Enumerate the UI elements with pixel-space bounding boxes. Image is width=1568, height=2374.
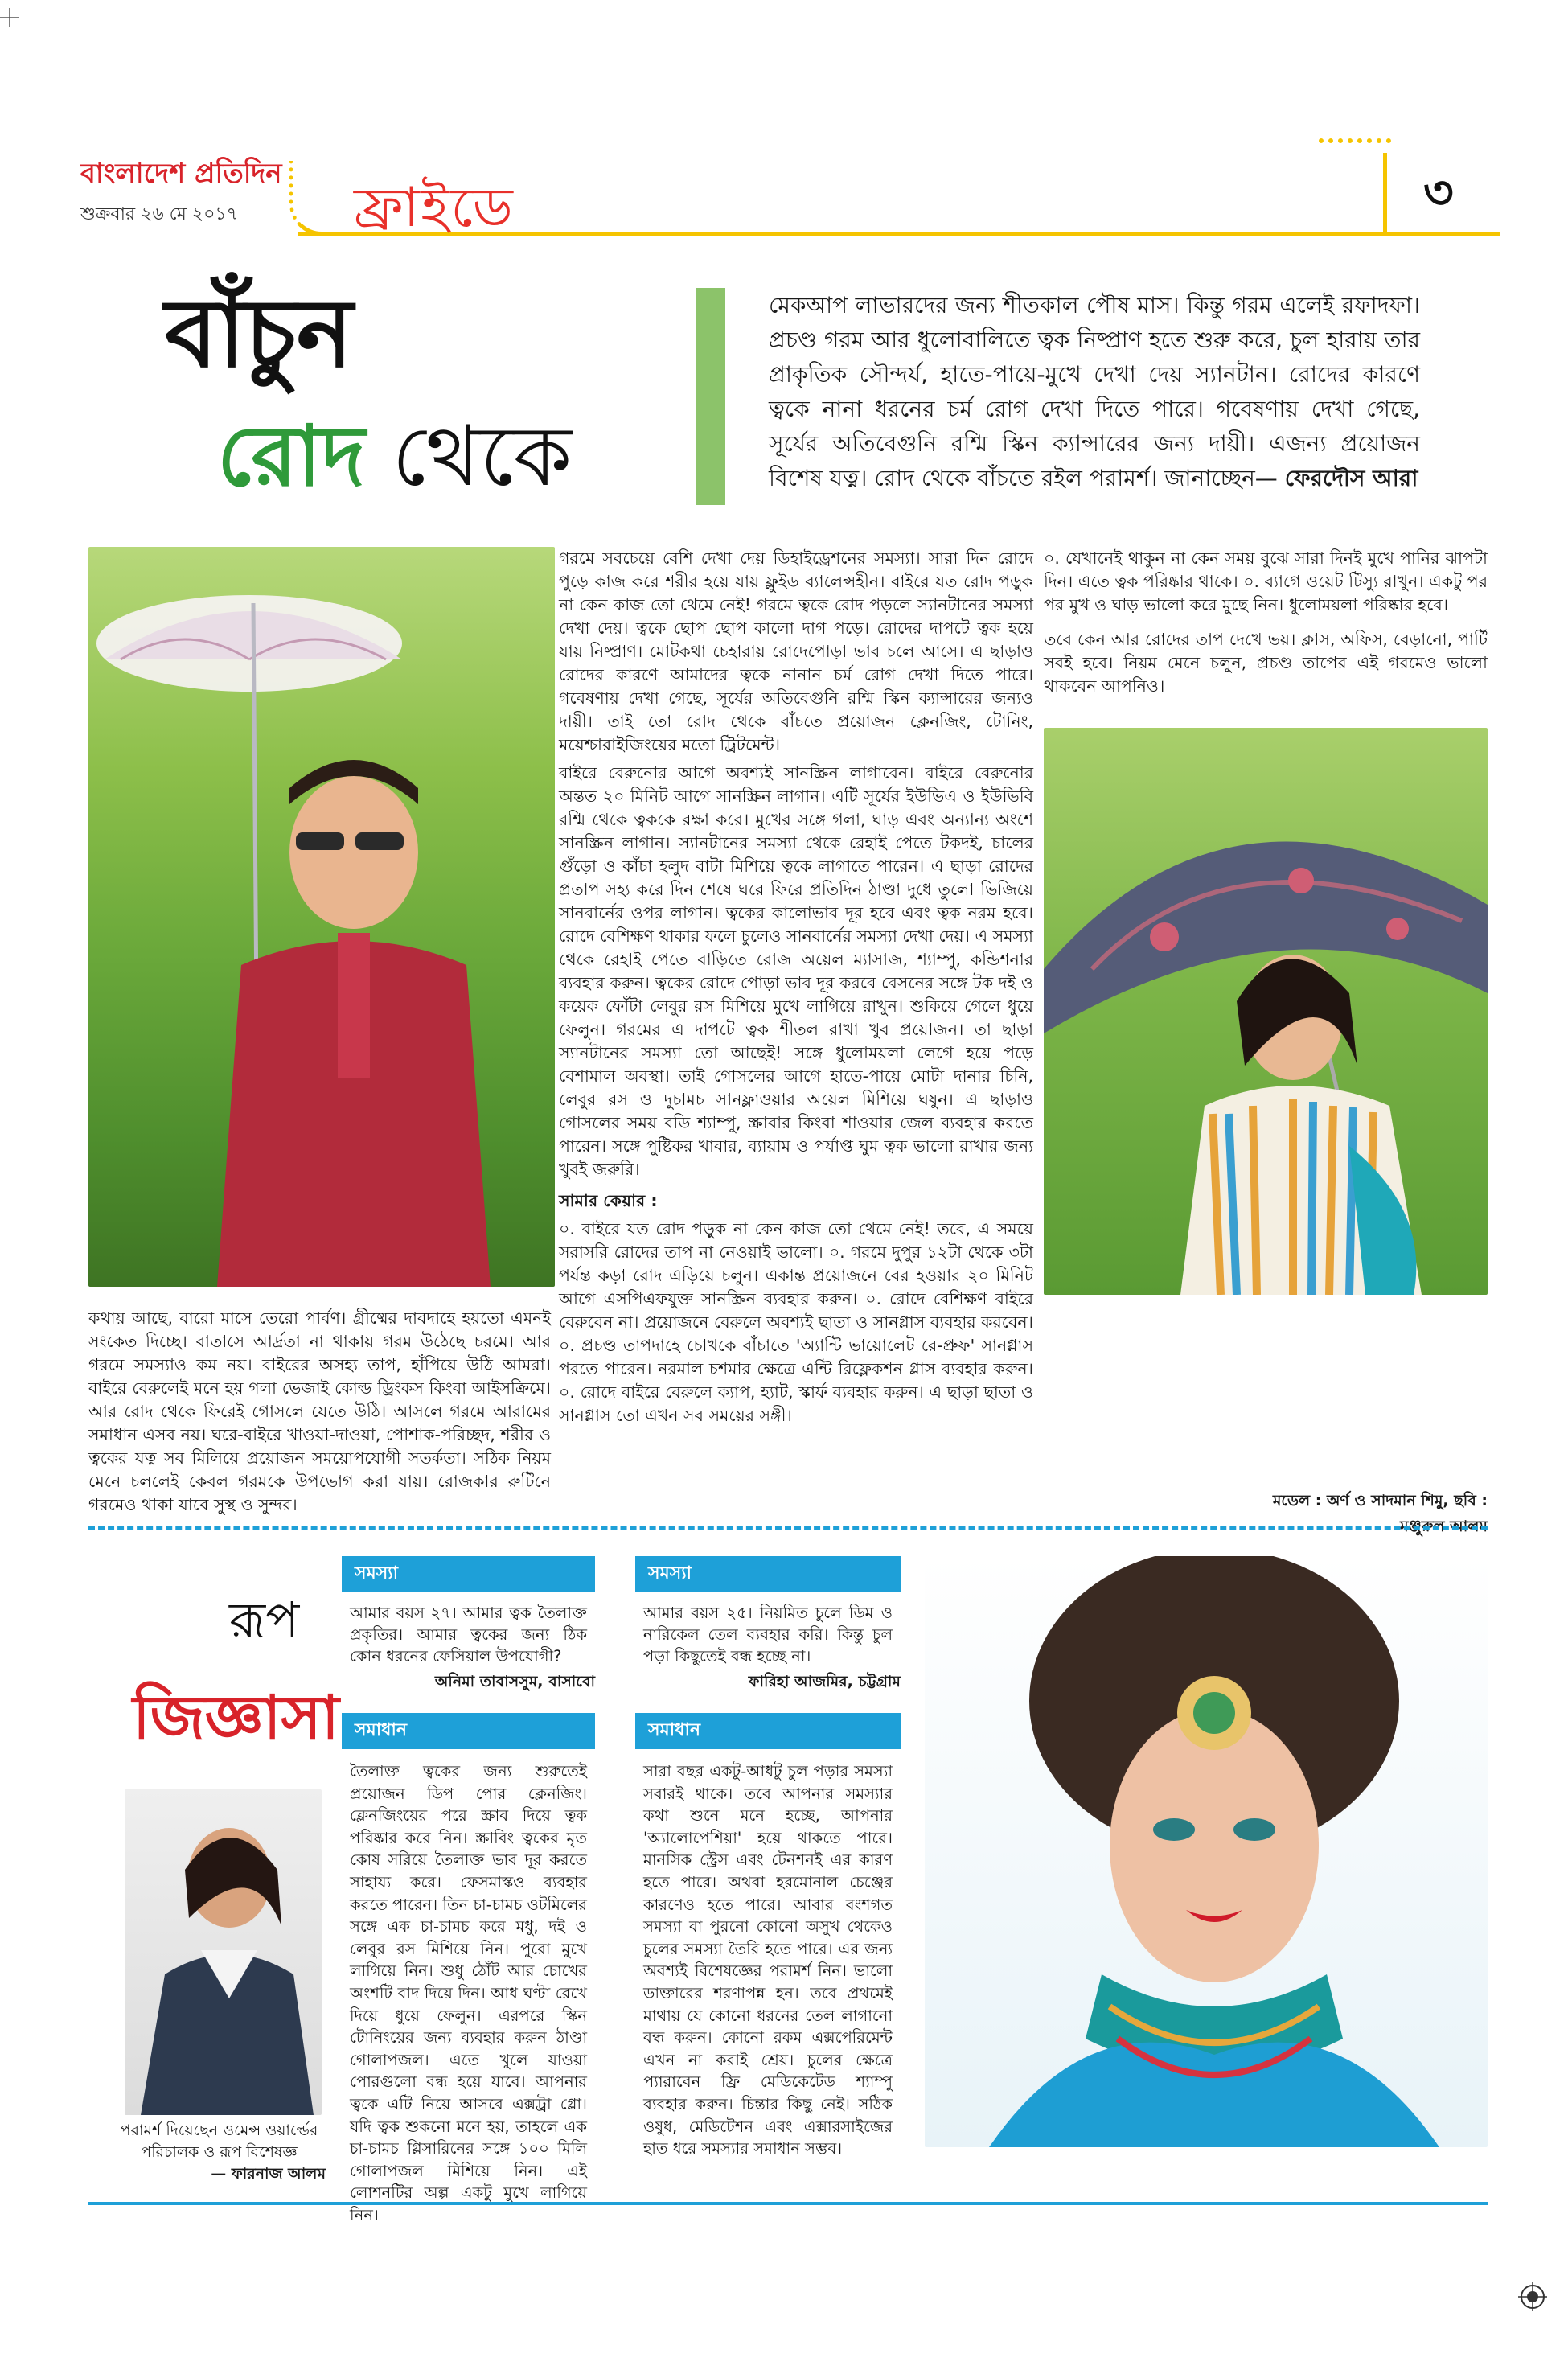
bottom-left-paragraph: কথায় আছে, বারো মাসে তেরো পার্বণ। গ্রীষ্মের দাবদাহে হয়তো এমনই সংকেত দিচ্ছে। বাতাসে আর্দ্রতা না থাকায় গরম উঠেছে চরমে। আর গরমে সমস্যাও কম নয়। বাইরের অসহ্য তাপ, হাঁপিয়ে উঠি আমরা। বাইরে বেরুলেই মনে হয় গলা ভেজাই কোল্ড ড্রিংকস কিংবা আইসক্রিমে। আর রোদ থেকে ফিরেই গোসলে যেতে উঠি। আসলে গরমে আরামের সমাধান এসব নয়। ঘরে-বাইরে খাওয়া-দাওয়া, পোশাক-পরিচ্ছদ, শরীর ও ত্বকের যত্ন সব মিলিয়ে প্রয়োজন সময়োপযোগী সতর্কতা। সঠিক নিয়ম মেনে চললেই কেবল গরমকে উপভোগ করা যায়। রোজকার রুটিনে গরমেও থাকা যাবে সুস্থ ও সুন্দর।	[88, 1308, 551, 1514]
feature-column-bottom-left	[88, 1307, 551, 1522]
photo-bridal-model	[925, 1556, 1488, 2147]
rup-title-1: রূপ	[229, 1591, 300, 1649]
right-tips: ০. যেখানেই থাকুন না কেন সময় বুঝে সারা দিনই মুখে পানির ঝাপটা দিন। এতে ত্বক পরিষ্কার থাকে। ০. ব্যাগে ওয়েট টিস্যু রাখুন। একটু পর পর মুখ ও ঘাড় ভালো করে মুছে নিন। ধুলোময়লা পরিষ্কার হবে।	[1044, 548, 1488, 614]
feature-title-line1: বাঁচুন	[165, 277, 354, 388]
section-name: ফ্রাইডে	[354, 176, 515, 240]
masthead-name: বাংলাদেশ প্রতিদিন	[80, 158, 282, 190]
intro-sidebar-bar	[696, 288, 725, 505]
male-model-illustration	[88, 547, 555, 1287]
header-curve	[289, 161, 326, 236]
summer-care-heading: সামার কেয়ার :	[559, 1191, 658, 1210]
answer-1-label: সমাধান	[342, 1713, 595, 1749]
question-2-text: আমার বয়স ২৫। নিয়মিত চুলে ডিম ও নারিকেল তেল ব্যবহার করি। কিন্তু চুল পড়া কিছুতেই বন্ধ হচ্ছে না।	[643, 1604, 893, 1665]
answer-2-text: সারা বছর একটু-আধটু চুল পড়ার সমস্যা সবারই থাকে। তবে আপনার সমস্যার কথা শুনে মনে হচ্ছে, আপনার 'অ্যালোপেশিয়া' হয়ে থাকতে পারে। মানসিক স্ট্রেস এবং টেনশনই এর কারণ হতে পারে। অথবা হরমোনাল চেঞ্জের কারণেও হতে পারে। আবার বংশগত সমস্যা বা পুরনো কোনো অসুখ থেকেও চুলের সমস্যা তৈরি হতে পারে। এর জন্য অবশ্যই বিশেষজ্ঞের পরামর্শ নিন। ভালো ডাক্তারের শরণাপন্ন হন। তবে প্রথমেই মাথায় যে কোনো ধরনের তেল লাগানো বন্ধ করুন। কোনো রকম এক্সপেরিমেন্ট এখন না করাই শ্রেয়। চুলের ক্ষেত্রে প্যারাবেন ফ্রি মেডিকেটেড শ্যাম্পু ব্যবহার করুন। চিন্তার কিছু নেই। সঠিক ওষুধ, মেডিটেশন এবং এক্সারসাইজের হাত ধরে সমস্যার সমাধান সম্ভব।	[643, 1762, 893, 2158]
question-1-label: সমস্যা	[342, 1556, 595, 1592]
expert-caption-text: পরামর্শ দিয়েছেন ওমেন্স ওয়ার্ল্ডের পরিচালক ও রূপ বিশেষজ্ঞ	[120, 2121, 318, 2161]
masthead	[80, 153, 289, 230]
expert-caption	[113, 2120, 326, 2185]
question-1-block	[342, 1556, 595, 1696]
expert-name: — ফারনাজ আলম	[211, 2165, 326, 2183]
intro-author: ফেরদৌস আরা	[1284, 465, 1418, 491]
middle-paragraph-2: বাইরে বেরুনোর আগে অবশ্যই সানস্ক্রিন লাগাবেন। বাইরে বেরুনোর অন্তত ২০ মিনিট আগে সানস্ক্রিন লাগান। এটি সূর্যের ইউভিএ ও ইউভিবি রশ্মি থেকে ত্বককে রক্ষা করে। মুখের সঙ্গে গলা, ঘাড় এবং অন্যান্য অংশে সানস্ক্রিন লাগান। স্যানটানের সমস্যা থেকে রেহাই পেতে টকদই, চালের গুঁড়ো ও কাঁচা হলুদ বাটা মিশিয়ে ত্বকে লাগাতে পারেন। এ ছাড়া রোদের প্রতাপ সহ্য করে দিন শেষে ঘরে ফিরে প্রতিদিন ঠাণ্ডা দুধে তুলো ভিজিয়ে সানবার্নের ওপর লাগান। ত্বকের কালোভাব দূর হবে এবং ত্বক নরম হবে। রোদে বেশিক্ষণ থাকার ফলে চুলেও সানবার্নের সমস্যা দেখা দেয়। এ সমস্যা থেকে রেহাই পেতে বাড়িতে রোজ অয়েল ম্যাসাজ, শ্যাম্পু, কন্ডিশনার ব্যবহার করুন। ত্বকের রোদে পোড়া ভাব দূর করবে বেসনের সঙ্গে টক দই ও কয়েক ফোঁটা লেবুর রস মিশিয়ে মুখে লাগিয়ে রাখুন। শুকিয়ে গেলে ধুয়ে ফেলুন। গরমের এ দাপটে ত্বক শীতল রাখা খুব প্রয়োজন। তা ছাড়া স্যানটানের সমস্যা তো আছেই! সঙ্গে ধুলোময়লা লেগে হয়ে পড়ে বেশামাল অবস্থা। তাই গোসলের আগে হাতে-পায়ে মোটা দানার চিনি, লেবুর রস ও দুচামচ সানফ্লাওয়ার অয়েল মিশিয়ে ঘষুন। এ ছাড়াও গোসলের সময় বডি শ্যাম্পু, স্ক্রাবার কিংবা শাওয়ার জেল ব্যবহার করতে পারেন। সঙ্গে পুষ্টিকর খাবার, ব্যায়াম ও পর্যাপ্ত ঘুম ত্বক ভালো রাখার জন্য খুবই জরুরি।	[559, 763, 1033, 1179]
question-2-block	[635, 1556, 901, 1696]
question-1-name: অনিমা তাবাসসুম, বাসাবো	[434, 1673, 595, 1690]
masthead-date: শুক্রবার ২৬ মে ২০১৭	[80, 204, 238, 224]
answer-2-label: সমাধান	[635, 1713, 901, 1749]
summer-care-text: ০. বাইরে যত রোদ পড়ুক না কেন কাজ তো থেমে নেই! তবে, এ সময়ে সরাসরি রোদের তাপ না নেওয়াই ভালো। ০. গরমে দুপুর ১২টা থেকে ৩টা পর্যন্ত কড়া রোদ এড়িয়ে চলুন। একান্ত প্রয়োজনে বের হওয়ার ২০ মিনিট আগে এসপিএফযুক্ত সানস্ক্রিন ব্যবহার করুন। ০. রোদে বেশিক্ষণ বাইরে বেরুবেন না। প্রয়োজনে বেরুলে অবশ্যই ছাতা ও সানগ্লাস ব্যবহার করবেন। ০. প্রচণ্ড তাপদাহে চোখকে বাঁচাতে 'অ্যান্টি ভায়োলেট রে-প্রুফ' সানগ্লাস পরতে পারেন। নরমাল চশমার ক্ষেত্রে এন্টি রিফ্লেকশন গ্লাস ব্যবহার করুন। ০. রোদে বাইরে বেরুলে ক্যাপ, হ্যাট, স্কার্ফ ব্যবহার করুন। এ ছাড়া ছাতা ও সানগ্লাস তো এখন সব সময়ের সঙ্গী।	[559, 1219, 1033, 1425]
photo-expert-farnaz-alam	[125, 1789, 322, 2115]
feature-column-middle	[559, 547, 1033, 1432]
feature-intro	[769, 288, 1420, 495]
answer-1-block	[342, 1713, 595, 2226]
answer-1-text: তৈলাক্ত ত্বকের জন্য শুরুতেই প্রয়োজন ডিপ পোর ক্লেনজিং। ক্লেনজিংয়ের পরে স্ক্রাব দিয়ে ত্বক পরিষ্কার করে নিন। স্ক্রাবিং ত্বকের মৃত কোষ সরিয়ে তৈলাক্ত ভাব দূর করতে সাহায্য করে। ফেসমাস্কও ব্যবহার করতে পারেন। তিন চা-চামচ ওটমিলের সঙ্গে এক চা-চামচ করে মধু, দই ও লেবুর রস মিশিয়ে নিন। পুরো মুখে লাগিয়ে নিন। শুধু ঠোঁট আর চোখের অংশটি বাদ দিয়ে দিন। আধ ঘণ্টা রেখে দিয়ে ধুয়ে ফেলুন। এরপরে স্কিন টোনিংয়ের জন্য ব্যবহার করুন ঠাণ্ডা গোলাপজল। এতে খুলে যাওয়া পোরগুলো বন্ধ হয়ে যাবে। আপনার ত্বকে এটি নিয়ে আসবে এক্সট্রা গ্লো। যদি ত্বক শুকনো মনে হয়, তাহলে এক চা-চামচ গ্লিসারিনের সঙ্গে ১০০ মিলি গোলাপজল মিশিয়ে নিন। এই লোশনটির অল্প একটু মুখে লাগিয়ে নিন।	[350, 1762, 587, 2224]
page-number-dots	[1319, 138, 1391, 143]
crop-mark-icon	[0, 8, 19, 27]
middle-paragraph-1: গরমে সবচেয়ে বেশি দেখা দেয় ডিহাইড্রেশনের সমস্যা। সারা দিন রোদে পুড়ে কাজ করে শরীর হয়ে যায় ফ্লুইড ব্যালেন্সহীন। বাইরে যত রোদ পড়ুক না কেন কাজ তো থেমে নেই! গরমে ত্বকে রোদ পড়লে স্যানটানের সমস্যা দেখা দেয়। ত্বকে ছোপ ছোপ কালো দাগ পড়ে। রোদের দাপটে ত্বক হয়ে যায় নিষ্প্রাণ। মোটকথা চেহারায় রোদেপোড়া ভাব চলে আসে। এ ছাড়াও রোদের কারণে আমাদের ত্বকে নানান চর্ম রোগ দেখা দিতে পারে। গবেষণায় দেখা গেছে, সূর্যের অতিবেগুনি রশ্মি স্কিন ক্যান্সারের জন্যও দায়ী। তাই তো রোদ থেকে বাঁচতে প্রয়োজন ক্লেনজিং, টোনিং, ময়েশ্চারাইজিংয়ের মতো ট্রিটমেন্ট।	[559, 548, 1033, 754]
intro-text: মেকআপ লাভারদের জন্য শীতকাল পৌষ মাস। কিন্তু গরম এলেই রফাদফা। প্রচণ্ড গরম আর ধুলোবালিতে ত্বক নিষ্প্রাণ হতে শুরু করে, চুল হারায় তার প্রাকৃতিক সৌন্দর্য, হাতে-পায়ে-মুখে দেখা দেয় স্যানটান। রোদের কারণে ত্বকে নানা ধরনের চর্ম রোগ দেখা দিতে পারে। গবেষণায় দেখা গেছে, সূর্যের অতিবেগুনি রশ্মি স্কিন ক্যান্সারের জন্য দায়ী। এজন্য প্রয়োজন বিশেষ যত্ন। রোদ থেকে বাঁচতে রইল পরামর্শ। জানাচ্ছেন—	[769, 292, 1420, 491]
feature-title-line2	[217, 407, 573, 505]
feature-title-word-theke: থেকে	[392, 407, 573, 505]
section-divider-dashed	[88, 1526, 1488, 1530]
expert-illustration	[125, 1789, 322, 2115]
registration-mark-icon	[1518, 2282, 1547, 2311]
question-2-label: সমস্যা	[635, 1556, 901, 1592]
answer-2-block	[635, 1713, 901, 2160]
question-2-name: ফারিহা আজমির, চট্টগ্রাম	[748, 1673, 901, 1690]
female-model-illustration	[1044, 728, 1488, 1295]
page-number: ৩	[1423, 165, 1454, 220]
rup-title-2: জিজ্ঞাসা	[133, 1682, 339, 1753]
feature-title-word-rod: রোদ	[217, 407, 366, 505]
feature-column-right	[1044, 547, 1488, 703]
question-1-text: আমার বয়স ২৭। আমার ত্বক তৈলাক্ত প্রকৃতির। আমার ত্বকের জন্য ঠিক কোন ধরনের ফেসিয়াল উপযোগী?	[350, 1604, 587, 1665]
bridal-model-illustration	[925, 1556, 1488, 2147]
photo-female-model-umbrella	[1044, 728, 1488, 1295]
photo-credit: মডেল : অর্ণ ও সাদমান শিমু, ছবি : মঞ্জুরুল আলম	[1272, 1492, 1488, 1535]
photo-male-model-umbrella	[88, 547, 555, 1287]
right-conclusion: তবে কেন আর রোদের তাপ দেখে ভয়। ক্লাস, অফিস, বেড়ানো, পার্টি সবই হবে। নিয়ম মেনে চলুন, প্রচণ্ড তাপের এই গরমেও ভালো থাকবেন আপনিও।	[1044, 630, 1488, 696]
page-bottom-rule	[88, 2202, 1488, 2205]
